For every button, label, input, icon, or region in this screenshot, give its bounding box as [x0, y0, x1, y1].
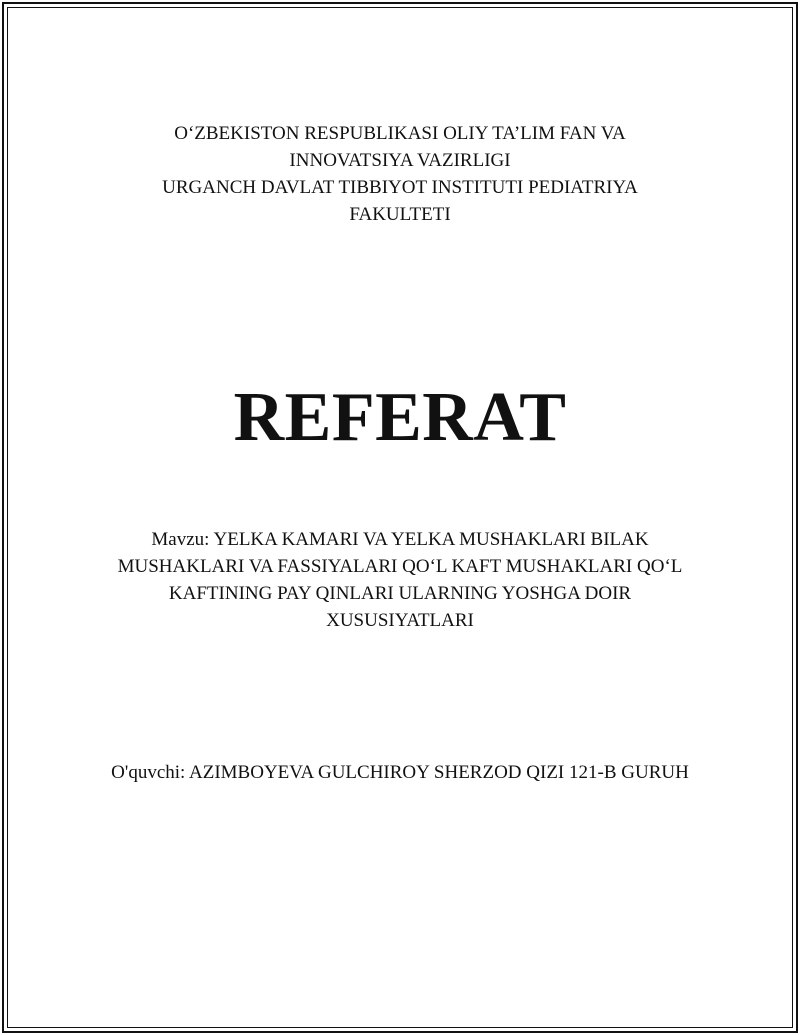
topic-line: MUSHAKLARI VA FASSIYALARI QO‘L KAFT MUSHAKLARI QO‘L	[117, 556, 683, 577]
header-line: O‘ZBEKISTON RESPUBLIKASI OLIY TA’LIM FAN VA	[174, 123, 626, 144]
topic-line: Mavzu: YELKA KAMARI VA YELKA MUSHAKLARI BILAK	[151, 529, 649, 550]
header-line: FAKULTETI	[349, 204, 451, 225]
topic-block	[0, 526, 800, 634]
student-info: O'quvchi: AZIMBOYEVA GULCHIROY SHERZOD QIZI 121-B GURUH	[111, 762, 689, 783]
institution-header	[0, 120, 800, 228]
topic-line: KAFTINING PAY QINLARI ULARNING YOSHGA DOIR	[168, 583, 632, 604]
header-line: URGANCH DAVLAT TIBBIYOT INSTITUTI PEDIATRIYA	[162, 177, 638, 198]
header-line: INNOVATSIYA VAZIRLIGI	[289, 150, 511, 171]
document-title: REFERAT	[233, 379, 567, 456]
topic-line: XUSUSIYATLARI	[326, 610, 474, 631]
